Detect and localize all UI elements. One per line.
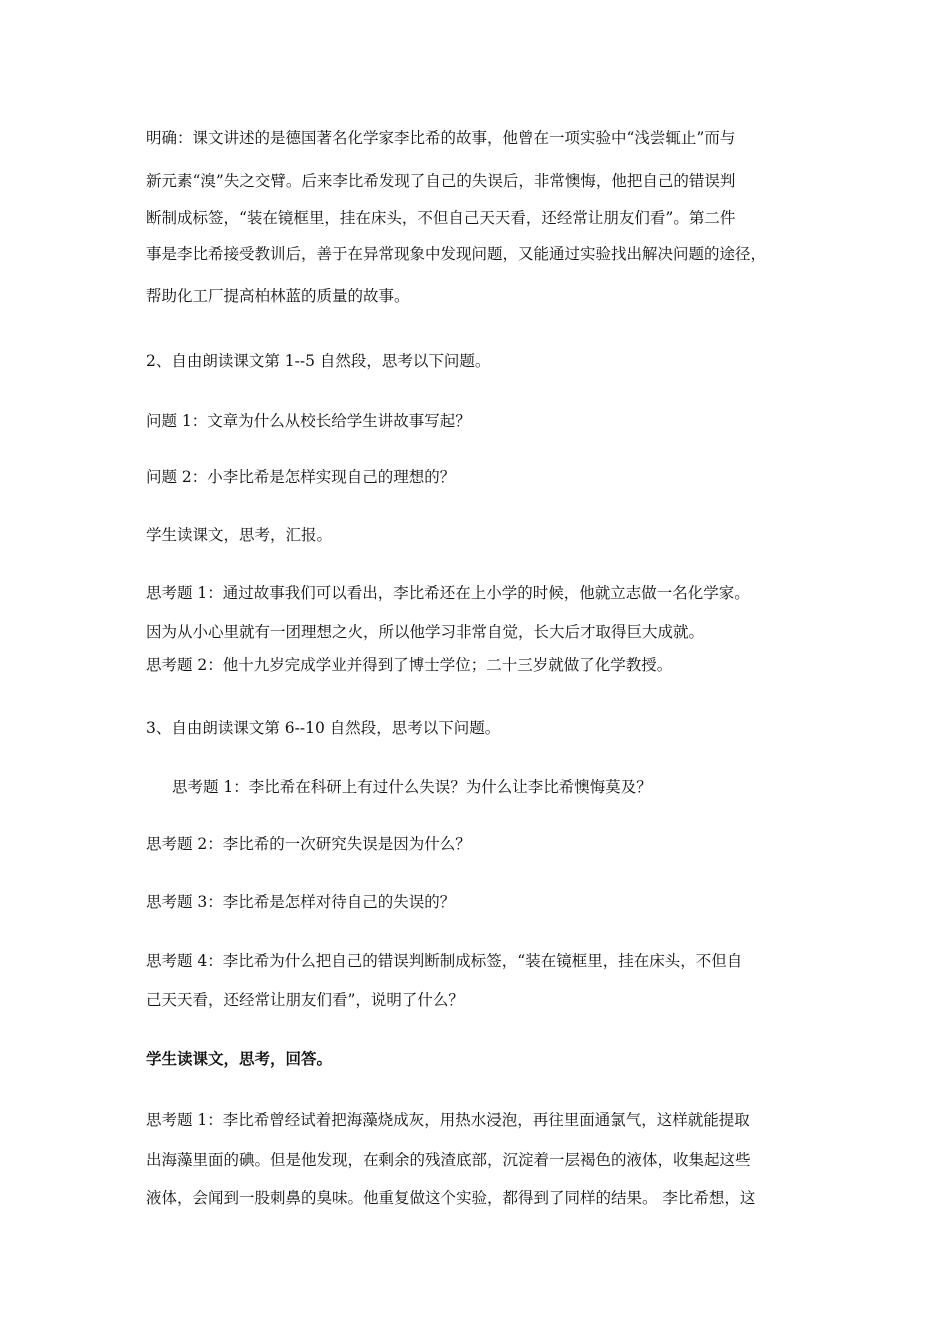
text-line: 思考题 4：李比希为什么把自己的错误判断制成标签，“装在镜框里，挂在床头，不但自: [146, 952, 743, 970]
text-line: 明确：课文讲述的是德国著名化学家李比希的故事，他曾在一项实验中“浅尝辄止”而与: [146, 129, 736, 147]
text-line: 问题 1：文章为什么从校长给学生讲故事写起？: [146, 412, 471, 430]
text-line-bold: 学生读课文，思考，回答。: [146, 1049, 333, 1068]
text-line: 断制成标签，“装在镜框里，挂在床头，不但自己天天看，还经常让朋友们看”。第二件: [146, 209, 736, 227]
text-line: 液体，会闻到一股刺鼻的臭味。他重复做这个实验，都得到了同样的结果。 李比希想，这: [146, 1189, 756, 1207]
text-line: 出海藻里面的碘。但是他发现，在剩余的残渣底部，沉淀着一层褐色的液体，收集起这些: [146, 1151, 751, 1169]
text-line: 学生读课文，思考，汇报。: [146, 526, 333, 544]
text-line: 事是李比希接受教训后，善于在异常现象中发现问题，又能通过实验找出解决问题的途径，: [146, 245, 767, 263]
text-line: 新元素“溴”失之交臂。后来李比希发现了自己的失误后，非常懊悔，他把自己的错误判: [146, 172, 736, 190]
text-line: 思考题 3：李比希是怎样对待自己的失误的？: [146, 893, 456, 911]
text-line: 己天天看，还经常让朋友们看”，说明了什么？: [146, 991, 464, 1009]
text-line: 帮助化工厂提高柏林蓝的质量的故事。: [146, 287, 410, 305]
text-line: 3、自由朗读课文第 6--10 自然段，思考以下问题。: [146, 719, 501, 737]
text-line: 思考题 2：他十九岁完成学业并得到了博士学位；二十三岁就做了化学教授。: [146, 656, 673, 674]
text-line: 思考题 1：李比希在科研上有过什么失误？为什么让李比希懊悔莫及？: [172, 778, 652, 796]
text-line: 思考题 2：李比希的一次研究失误是因为什么？: [146, 835, 471, 853]
text-line: 问题 2：小李比希是怎样实现自己的理想的？: [146, 468, 456, 486]
text-line: 思考题 1：李比希曾经试着把海藻烧成灰，用热水浸泡，再往里面通氯气，这样就能提取: [146, 1111, 750, 1129]
text-line: 因为从小心里就有一团理想之火，所以他学习非常自觉，长大后才取得巨大成就。: [146, 623, 705, 641]
text-line: 思考题 1：通过故事我们可以看出，李比希还在上小学的时候，他就立志做一名化学家。: [146, 584, 750, 602]
text-line: 2、自由朗读课文第 1--5 自然段，思考以下问题。: [146, 352, 491, 370]
